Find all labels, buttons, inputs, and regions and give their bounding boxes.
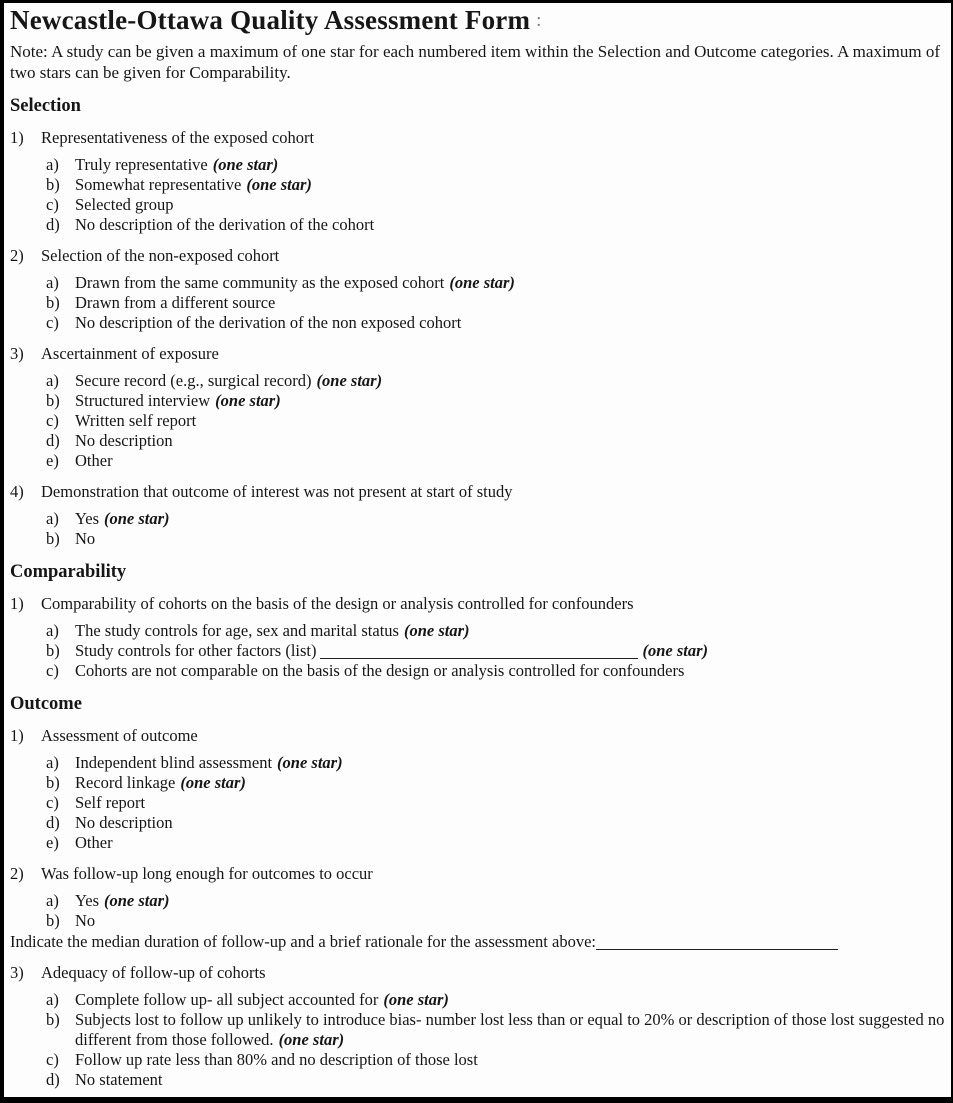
option-letter: e) [46, 833, 59, 852]
item-number: 2) [10, 246, 24, 265]
option-body [75, 621, 470, 641]
option-b [46, 773, 945, 793]
option-body [75, 451, 113, 471]
option-body [75, 431, 173, 451]
option-b [46, 641, 945, 661]
option-text: No description [75, 431, 173, 450]
option-letter: a) [46, 509, 59, 528]
item-question-text: Demonstration that outcome of interest was not present at start of study [41, 482, 513, 501]
option-a [46, 155, 945, 175]
item-question-text: Representativeness of the exposed cohort [41, 128, 315, 147]
form-sections [10, 95, 945, 1090]
options-list [46, 273, 945, 333]
option-b [46, 1010, 945, 1050]
option-letter: c) [46, 793, 59, 812]
option-text: Yes [75, 891, 100, 910]
option-body [75, 990, 449, 1010]
option-body [75, 641, 708, 661]
option-c [46, 411, 945, 431]
item-number: 1) [10, 128, 24, 147]
option-body [75, 813, 173, 833]
blank-line [320, 644, 638, 659]
one-star-label: (one star) [104, 509, 170, 528]
option-body [75, 911, 95, 931]
section-selection [10, 95, 945, 549]
item-outcome-2 [10, 863, 945, 952]
option-text: No statement [75, 1070, 163, 1089]
item-question [10, 863, 945, 884]
option-body [75, 215, 374, 235]
option-body [75, 509, 170, 529]
option-text: Follow up rate less than 80% and no description of those lost [75, 1050, 478, 1069]
option-b [46, 529, 945, 549]
option-body [75, 391, 281, 411]
item-number: 3) [10, 963, 24, 982]
option-e [46, 833, 945, 853]
option-letter: b) [46, 293, 60, 312]
option-body [75, 1050, 478, 1070]
item-number: 1) [10, 594, 24, 613]
option-letter: b) [46, 175, 60, 194]
option-body [75, 529, 95, 549]
option-text: Self report [75, 793, 146, 812]
option-letter: c) [46, 411, 59, 430]
one-star-label: (one star) [642, 641, 709, 660]
option-text: Complete follow up- all subject accounted for [75, 990, 379, 1009]
option-body [75, 371, 382, 391]
option-body [75, 793, 145, 813]
option-d [46, 1070, 945, 1090]
option-text: Yes [75, 509, 100, 528]
option-letter: b) [46, 391, 60, 410]
option-text: Truly representative [75, 155, 208, 174]
option-body [75, 773, 246, 793]
option-text: Cohorts are not comparable on the basis of the design or analysis controlled for confounders [75, 661, 685, 680]
option-letter: a) [46, 891, 59, 910]
section-heading-comparability: Comparability [10, 562, 127, 582]
item-selection-1 [10, 127, 945, 235]
option-body [75, 891, 170, 911]
option-b [46, 911, 945, 931]
item-question [10, 725, 945, 746]
option-letter: a) [46, 371, 59, 390]
item-question-text: Comparability of cohorts on the basis of the design or analysis controlled for confounders [41, 594, 634, 613]
option-e [46, 451, 945, 471]
option-d [46, 813, 945, 833]
item-question [10, 245, 945, 266]
option-text: Somewhat representative [75, 175, 242, 194]
blank-line [596, 935, 838, 950]
options-list [46, 621, 945, 681]
option-letter: b) [46, 773, 60, 792]
item-footnote [10, 931, 945, 952]
option-body [75, 1010, 945, 1050]
section-comparability [10, 561, 945, 681]
option-text: Subjects lost to follow up unlikely to introduce bias- number lost less than or equal to 20% or description of those lost suggested no different from those followed. [75, 1010, 945, 1049]
option-text: No description of the derivation of the cohort [75, 215, 375, 234]
option-text: Written self report [75, 411, 197, 430]
one-star-label: (one star) [246, 175, 312, 194]
item-selection-4 [10, 481, 945, 549]
option-b [46, 293, 945, 313]
option-letter: a) [46, 155, 59, 174]
item-outcome-3 [10, 962, 945, 1090]
item-comparability-1 [10, 593, 945, 681]
item-question [10, 481, 945, 502]
option-a [46, 371, 945, 391]
option-c [46, 195, 945, 215]
option-text: Record linkage [75, 773, 176, 792]
option-c [46, 1050, 945, 1070]
option-letter: c) [46, 313, 59, 332]
item-question [10, 962, 945, 983]
option-letter: c) [46, 661, 59, 680]
option-letter: b) [46, 911, 60, 930]
section-heading-selection: Selection [10, 96, 81, 116]
option-b [46, 391, 945, 411]
item-selection-2 [10, 245, 945, 333]
option-letter: a) [46, 990, 59, 1009]
option-letter: a) [46, 621, 59, 640]
item-question-text: Was follow-up long enough for outcomes to occur [41, 864, 373, 883]
item-question [10, 343, 945, 364]
one-star-label: (one star) [180, 773, 246, 792]
option-body [75, 313, 461, 333]
footnote-text: Indicate the median duration of follow-up and a brief rationale for the assessment above: [10, 932, 596, 951]
options-list [46, 753, 945, 853]
one-star-label: (one star) [449, 273, 515, 292]
option-a [46, 753, 945, 773]
item-question-text: Ascertainment of exposure [41, 344, 219, 363]
option-letter: d) [46, 215, 60, 234]
option-body [75, 293, 275, 313]
option-text: No description of the derivation of the non exposed cohort [75, 313, 462, 332]
option-a [46, 509, 945, 529]
page-title-text: Newcastle-Ottawa Quality Assessment Form [10, 5, 531, 35]
options-list [46, 509, 945, 549]
one-star-label: (one star) [316, 371, 383, 390]
one-star-label: (one star) [383, 990, 449, 1009]
option-text: Structured interview [75, 391, 211, 410]
option-c [46, 793, 945, 813]
item-question-text: Adequacy of follow-up of cohorts [41, 963, 266, 982]
option-text: Other [75, 451, 113, 470]
item-number: 2) [10, 864, 24, 883]
item-question-text: Selection of the non-exposed cohort [41, 246, 280, 265]
option-d [46, 215, 945, 235]
option-body [75, 753, 343, 773]
item-outcome-1 [10, 725, 945, 853]
option-letter: e) [46, 451, 59, 470]
option-letter: d) [46, 1070, 60, 1089]
title-mark: : [536, 10, 542, 31]
option-body [75, 175, 312, 195]
one-star-label: (one star) [277, 753, 343, 772]
one-star-label: (one star) [278, 1030, 345, 1049]
item-number: 4) [10, 482, 24, 501]
options-list [46, 891, 945, 931]
option-text: The study controls for age, sex and marital status [75, 621, 399, 640]
option-a [46, 621, 945, 641]
one-star-label: (one star) [215, 391, 281, 410]
item-question [10, 127, 945, 148]
option-letter: c) [46, 195, 59, 214]
one-star-label: (one star) [104, 891, 170, 910]
option-a [46, 273, 945, 293]
item-question-text: Assessment of outcome [41, 726, 198, 745]
option-letter: d) [46, 431, 60, 450]
option-body [75, 411, 196, 431]
instructions-note: Note: A study can be given a maximum of one star for each numbered item within the Selection and Outcome categories. A maximum of two stars can be given for Comparability. [10, 42, 941, 82]
item-question [10, 593, 945, 614]
option-a [46, 891, 945, 911]
option-c [46, 661, 945, 681]
option-text: No description [75, 813, 173, 832]
page-title [10, 4, 945, 37]
section-heading-outcome: Outcome [10, 694, 82, 714]
option-text: Selected group [75, 195, 174, 214]
option-body [75, 155, 278, 175]
option-letter: a) [46, 273, 59, 292]
item-selection-3 [10, 343, 945, 471]
option-text: No [75, 911, 96, 930]
one-star-label: (one star) [212, 155, 279, 174]
option-b [46, 175, 945, 195]
option-letter: a) [46, 753, 59, 772]
options-list [46, 155, 945, 235]
option-d [46, 431, 945, 451]
option-text: Study controls for other factors (list) [75, 641, 317, 660]
section-outcome [10, 693, 945, 1090]
option-text: Other [75, 833, 113, 852]
option-body [75, 661, 684, 681]
option-text: Independent blind assessment [75, 753, 273, 772]
option-c [46, 313, 945, 333]
option-body [75, 195, 174, 215]
options-list [46, 371, 945, 471]
option-letter: b) [46, 641, 60, 660]
option-letter: c) [46, 1050, 59, 1069]
option-letter: b) [46, 529, 60, 548]
item-number: 1) [10, 726, 24, 745]
option-text: Drawn from the same community as the exposed cohort [75, 273, 445, 292]
option-body [75, 833, 113, 853]
option-body [75, 1070, 163, 1090]
option-letter: b) [46, 1010, 60, 1029]
item-number: 3) [10, 344, 24, 363]
options-list [46, 990, 945, 1090]
option-text: Secure record (e.g., surgical record) [75, 371, 312, 390]
option-letter: d) [46, 813, 60, 832]
option-text: Drawn from a different source [75, 293, 276, 312]
option-a [46, 990, 945, 1010]
option-body [75, 273, 515, 293]
option-text: No [75, 529, 96, 548]
one-star-label: (one star) [403, 621, 470, 640]
